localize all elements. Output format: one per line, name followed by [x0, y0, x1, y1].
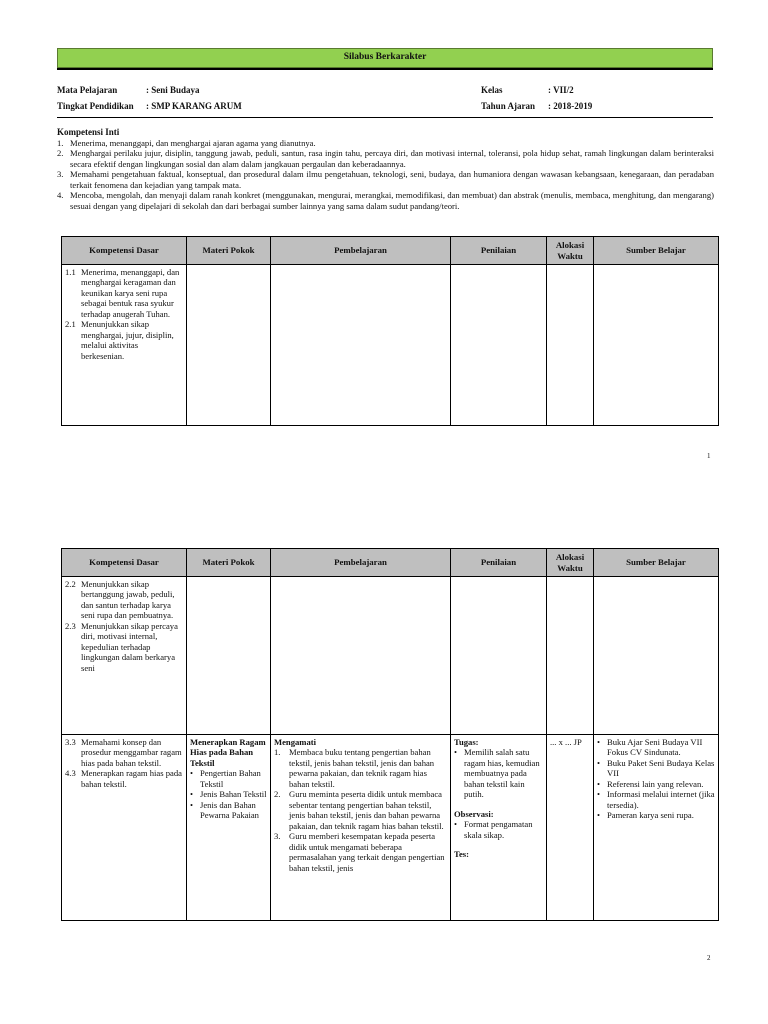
pembelajaran-item: Guru meminta peserta didik untuk membaca sebentar tentang pengertian bahan tekstil, jenis bahan tekstil, jenis dan bahan pewarna pakaian, dan teknik ragam hias bahan tekstil. [289, 789, 444, 831]
sumber-item: Buku Paket Seni Budaya Kelas VII [607, 757, 715, 779]
pembelajaran-item: Membaca buku tentang pengertian bahan tekstil, jenis bahan tekstil, jenis dan bahan pewarna pakaian, dan teknik ragam hias bahan tekstil. [289, 747, 435, 789]
kd-text: Memahami konsep dan prosedur menggambar ragam hias pada bahan tekstil. [81, 737, 182, 768]
col-materi-pokok: Materi Pokok [187, 549, 271, 577]
col-sumber-belajar: Sumber Belajar [594, 237, 719, 265]
col-alokasi-waktu: Alokasi Waktu [547, 549, 594, 577]
kd-num: 3.3 [65, 737, 76, 747]
ki-text: Menghargai perilaku jujur, disiplin, tanggung jawab, peduli, santun, rasa ingin tahu, percaya diri, dan motivasi internal, toleransi, pola hidup sehat, ramah lingkungan dalam berinteraksi secara efektif dengan lingkungan sosial dan alam dalam jangkauan pergaulan dan keberadaannya. [70, 148, 714, 169]
bullet-icon: • [597, 810, 601, 821]
sumber-cell [594, 577, 719, 735]
sumber-item: Pameran karya seni rupa. [607, 810, 694, 821]
list-item [597, 810, 715, 820]
list-item [190, 789, 267, 799]
bullet-icon: • [190, 789, 194, 800]
bullet-icon: • [190, 799, 194, 810]
bullet-icon: • [190, 768, 194, 779]
tahun-value: : 2018-2019 [548, 101, 593, 111]
alokasi-cell [547, 577, 594, 735]
table-header-row [62, 237, 719, 265]
kd-num: 2.2 [65, 579, 76, 589]
kd-num: 2.3 [65, 620, 76, 631]
ki-item [57, 138, 714, 148]
silabus-table-page2 [61, 548, 719, 921]
title-underline [57, 68, 713, 70]
list-item [454, 819, 543, 840]
list-item [274, 747, 447, 789]
kd-cell [62, 577, 187, 735]
list-item [597, 779, 715, 789]
kd-text: Menerapkan ragam hias pada bahan tekstil. [81, 768, 182, 789]
kd-cell [62, 265, 187, 426]
pembelajaran-heading: Mengamati [274, 737, 317, 747]
page-number: 2 [707, 954, 711, 962]
kd-text: Menunjukkan sikap menghargai, jujur, disiplin, melalui aktivitas berkesenian. [81, 319, 174, 361]
materi-item: Pengertian Bahan Tekstil [200, 768, 261, 789]
col-penilaian: Penilaian [451, 237, 547, 265]
kd-num: 4.3 [65, 768, 76, 779]
alokasi-cell [547, 265, 594, 426]
ki-item [57, 190, 714, 211]
col-kompetensi-dasar: Kompetensi Dasar [62, 549, 187, 577]
tingkat-label: Tingkat Pendidikan [57, 101, 134, 111]
ki-num: 3. [57, 169, 64, 180]
kd-num: 2.1 [65, 319, 76, 330]
list-item [274, 789, 447, 831]
list-item [190, 800, 267, 821]
sumber-cell [594, 265, 719, 426]
table-header-row [62, 549, 719, 577]
kd-item [65, 267, 183, 319]
tugas-item: Memilih salah satu ragam hias, kemudian membuatnya pada bahan tekstil kain putih. [464, 747, 540, 800]
mata-pelajaran-label: Mata Pelajaran [57, 85, 118, 95]
materi-item: Jenis Bahan Tekstil [200, 789, 267, 800]
bullet-icon: • [454, 747, 458, 758]
sumber-item: Buku Ajar Seni Budaya VII Fokus CV Sindunata. [607, 737, 703, 758]
materi-list [190, 768, 267, 820]
col-pembelajaran: Pembelajaran [271, 549, 451, 577]
page-number: 1 [707, 452, 711, 460]
list-item [274, 831, 447, 873]
table-row [62, 577, 719, 735]
pembelajaran-cell [271, 577, 451, 735]
ki-text: Mencoba, mengolah, dan menyaji dalam ranah konkret (menggunakan, mengurai, merangkai, memodifikasi, dan membuat) dan abstrak (menulis, membaca, menghitung, dan mengarang) sesuai dengan yang dipelajari di sekolah dan dari berbagai sumber lainnya yang sama dalam sudut pandang/teori. [70, 190, 714, 211]
bullet-icon: • [597, 778, 601, 789]
materi-cell [187, 735, 271, 921]
kd-cell [62, 735, 187, 921]
col-sumber-belajar: Sumber Belajar [594, 549, 719, 577]
tugas-label: Tugas: [454, 737, 479, 747]
table-row [62, 735, 719, 921]
alokasi-cell [547, 735, 594, 921]
pembelajaran-list [274, 747, 447, 873]
kd-item [65, 768, 183, 789]
kd-item [65, 319, 183, 361]
kd-num: 1.1 [65, 267, 76, 277]
kd-text: Menerima, menanggapi, dan menghargai keragaman dan keunikan karya seni rupa sebagai bentuk rasa syukur terhadap anugerah Tuhan. [81, 267, 180, 319]
kelas-label: Kelas [481, 85, 503, 95]
sumber-item: Referensi lain yang relevan. [607, 778, 704, 789]
list-item [597, 758, 715, 779]
col-materi-pokok: Materi Pokok [187, 237, 271, 265]
mata-pelajaran-value: : Seni Budaya [146, 85, 200, 95]
kompetensi-inti-heading: Kompetensi Inti [57, 127, 120, 137]
tingkat-value: : SMP KARANG ARUM [146, 101, 242, 111]
item-number: 1. [274, 747, 281, 758]
penilaian-cell [451, 265, 547, 426]
bullet-icon: • [454, 819, 458, 830]
bullet-icon: • [597, 757, 601, 768]
materi-title: Menerapkan Ragam Hias pada Bahan Tekstil [190, 737, 266, 768]
alokasi-value: ... x ... JP [550, 737, 582, 747]
kd-item [65, 579, 183, 621]
sumber-list [597, 737, 715, 821]
observasi-label: Observasi: [454, 808, 494, 819]
materi-cell [187, 577, 271, 735]
list-item [454, 747, 543, 799]
sumber-cell [594, 735, 719, 921]
kd-text: Menunjukkan sikap percaya diri, motivasi internal, kepedulian terhadap lingkungan dalam berkarya seni [81, 620, 178, 673]
ki-item [57, 148, 714, 169]
col-penilaian: Penilaian [451, 549, 547, 577]
penilaian-cell [451, 577, 547, 735]
ki-item [57, 169, 714, 190]
kd-item [65, 621, 183, 673]
bullet-icon: • [597, 789, 601, 800]
sumber-item: Informasi melalui internet (jika tersedia). [607, 789, 715, 810]
pembelajaran-item: Guru memberi kesempatan kepada peserta didik untuk mengamati beberapa permasalahan yang terkait dengan pengertian bahan tekstil, jenis [289, 831, 445, 873]
tes-label: Tes: [454, 849, 469, 860]
observasi-item: Format pengamatan skala sikap. [464, 819, 533, 840]
divider [57, 117, 713, 118]
list-item [190, 768, 267, 789]
col-pembelajaran: Pembelajaran [271, 237, 451, 265]
list-item [597, 789, 715, 810]
pembelajaran-cell [271, 265, 451, 426]
item-number: 2. [274, 789, 281, 800]
tahun-label: Tahun Ajaran [481, 101, 535, 111]
materi-item: Jenis dan Bahan Pewarna Pakaian [200, 799, 259, 821]
materi-cell [187, 265, 271, 426]
table-row [62, 265, 719, 426]
item-number: 3. [274, 831, 281, 842]
kd-text: Menunjukkan sikap bertanggung jawab, peduli, dan santun terhadap karya seni rupa dan pembuatnya. [81, 579, 175, 621]
bullet-icon: • [597, 737, 601, 747]
observasi-list [454, 819, 543, 840]
ki-text: Menerima, menanggapi, dan menghargai ajaran agama yang dianutnya. [70, 138, 316, 148]
col-kompetensi-dasar: Kompetensi Dasar [62, 237, 187, 265]
ki-num: 1. [57, 138, 64, 148]
kompetensi-inti-list [57, 138, 714, 211]
tugas-list [454, 747, 543, 799]
kelas-value: : VII/2 [548, 85, 574, 95]
penilaian-cell [451, 735, 547, 921]
ki-text: Memahami pengetahuan faktual, konseptual, dan prosedural dalam ilmu pengetahuan, teknologi, seni, budaya, dan humaniora dengan wawasan kebangsaan, kenegaraan, dan peradaban terkait fenomena dan kejadian yang tampak mata. [70, 169, 714, 190]
ki-num: 2. [57, 148, 64, 159]
col-alokasi-waktu: Alokasi Waktu [547, 237, 594, 265]
ki-num: 4. [57, 190, 64, 201]
kd-item [65, 737, 183, 768]
list-item [597, 737, 715, 758]
pembelajaran-cell [271, 735, 451, 921]
page-title: Silabus Berkarakter [57, 48, 713, 68]
silabus-table-page1 [61, 236, 719, 426]
